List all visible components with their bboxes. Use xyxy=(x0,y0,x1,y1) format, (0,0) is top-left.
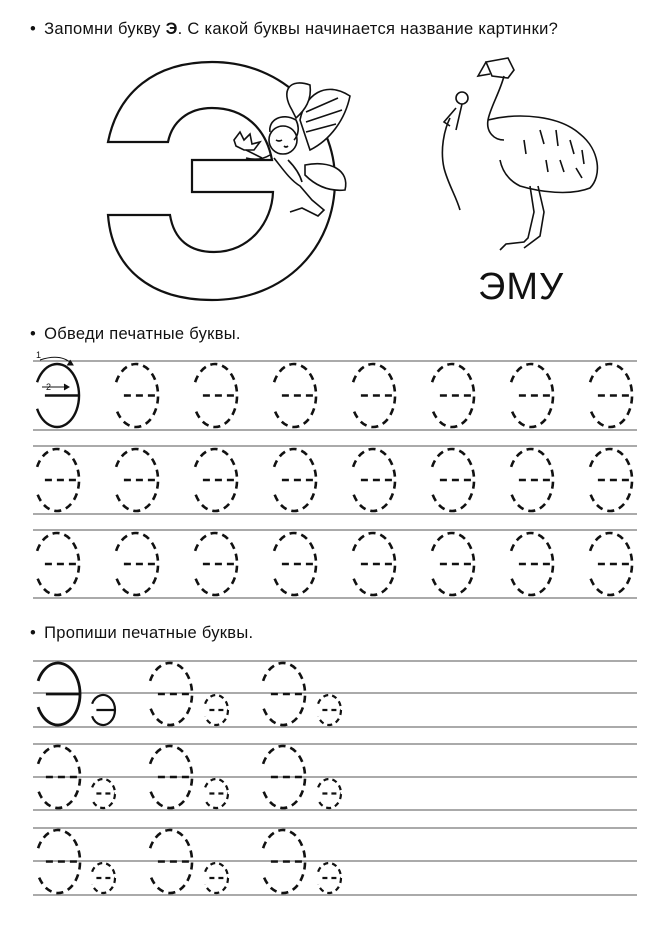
letter-arc xyxy=(205,695,228,725)
trace-letters xyxy=(37,364,632,595)
instruction-letter: Э xyxy=(165,20,178,38)
dashed-letter xyxy=(37,449,79,511)
dashed-letter xyxy=(511,533,553,595)
letter-arc xyxy=(205,779,228,808)
picture-caption: ЭМУ xyxy=(478,266,565,308)
letter-arc xyxy=(318,779,341,808)
dashed-lower-letter xyxy=(318,695,341,725)
dashed-letter xyxy=(37,533,79,595)
letter-arc xyxy=(92,863,115,893)
emu-illustration xyxy=(442,58,597,250)
dashed-upper-letter xyxy=(150,663,192,725)
dashed-letter xyxy=(274,449,316,511)
instruction-text-part1: Запомни букву xyxy=(44,20,166,38)
dashed-letter xyxy=(353,449,395,511)
dashed-upper-letter xyxy=(38,830,80,893)
sample-lower-letter xyxy=(92,695,115,725)
instruction-text-part2: . С какой буквы начинается название картинки? xyxy=(177,20,559,38)
ruled-lines xyxy=(33,361,637,895)
dashed-lower-letter xyxy=(205,695,228,725)
dashed-lower-letter xyxy=(318,779,341,808)
bullet: • xyxy=(30,20,37,38)
dashed-letter xyxy=(432,364,474,427)
dashed-letter xyxy=(353,533,395,595)
dashed-letter xyxy=(590,364,632,427)
dashed-letter xyxy=(195,533,237,595)
dashed-letter xyxy=(116,364,158,427)
bullet: • xyxy=(30,624,37,642)
dashed-letter xyxy=(116,449,158,511)
dashed-letter xyxy=(590,449,632,511)
sample-upper-letter xyxy=(38,663,80,725)
dashed-letter xyxy=(511,449,553,511)
dashed-lower-letter xyxy=(92,779,115,808)
stroke-step-1: 1 xyxy=(36,350,42,360)
sample-letter xyxy=(37,364,79,427)
bullet: • xyxy=(30,325,37,343)
letter-arc xyxy=(318,863,341,893)
dashed-letter xyxy=(116,533,158,595)
dashed-letter xyxy=(274,364,316,427)
dashed-lower-letter xyxy=(205,863,228,893)
dashed-upper-letter xyxy=(263,663,305,725)
dashed-letter xyxy=(590,533,632,595)
dashed-letter xyxy=(353,364,395,427)
instruction-text: Пропиши печатные буквы. xyxy=(44,624,254,642)
dashed-lower-letter xyxy=(205,779,228,808)
letter-arc xyxy=(318,695,341,725)
letter-arc xyxy=(205,863,228,893)
dashed-letter xyxy=(432,533,474,595)
instruction-text: Обведи печатные буквы. xyxy=(44,325,241,343)
stroke-order-guide xyxy=(40,357,73,390)
dashed-upper-letter xyxy=(150,830,192,893)
dashed-lower-letter xyxy=(92,863,115,893)
stroke-step-2: 2 xyxy=(46,382,52,392)
write-letters xyxy=(38,663,341,893)
dashed-letter xyxy=(274,533,316,595)
dashed-letter xyxy=(195,449,237,511)
fairy-illustration xyxy=(234,83,350,216)
dashed-letter xyxy=(511,364,553,427)
dashed-letter xyxy=(432,449,474,511)
dashed-letter xyxy=(195,364,237,427)
dashed-upper-letter xyxy=(263,830,305,893)
dashed-lower-letter xyxy=(318,863,341,893)
letter-arc xyxy=(92,779,115,808)
